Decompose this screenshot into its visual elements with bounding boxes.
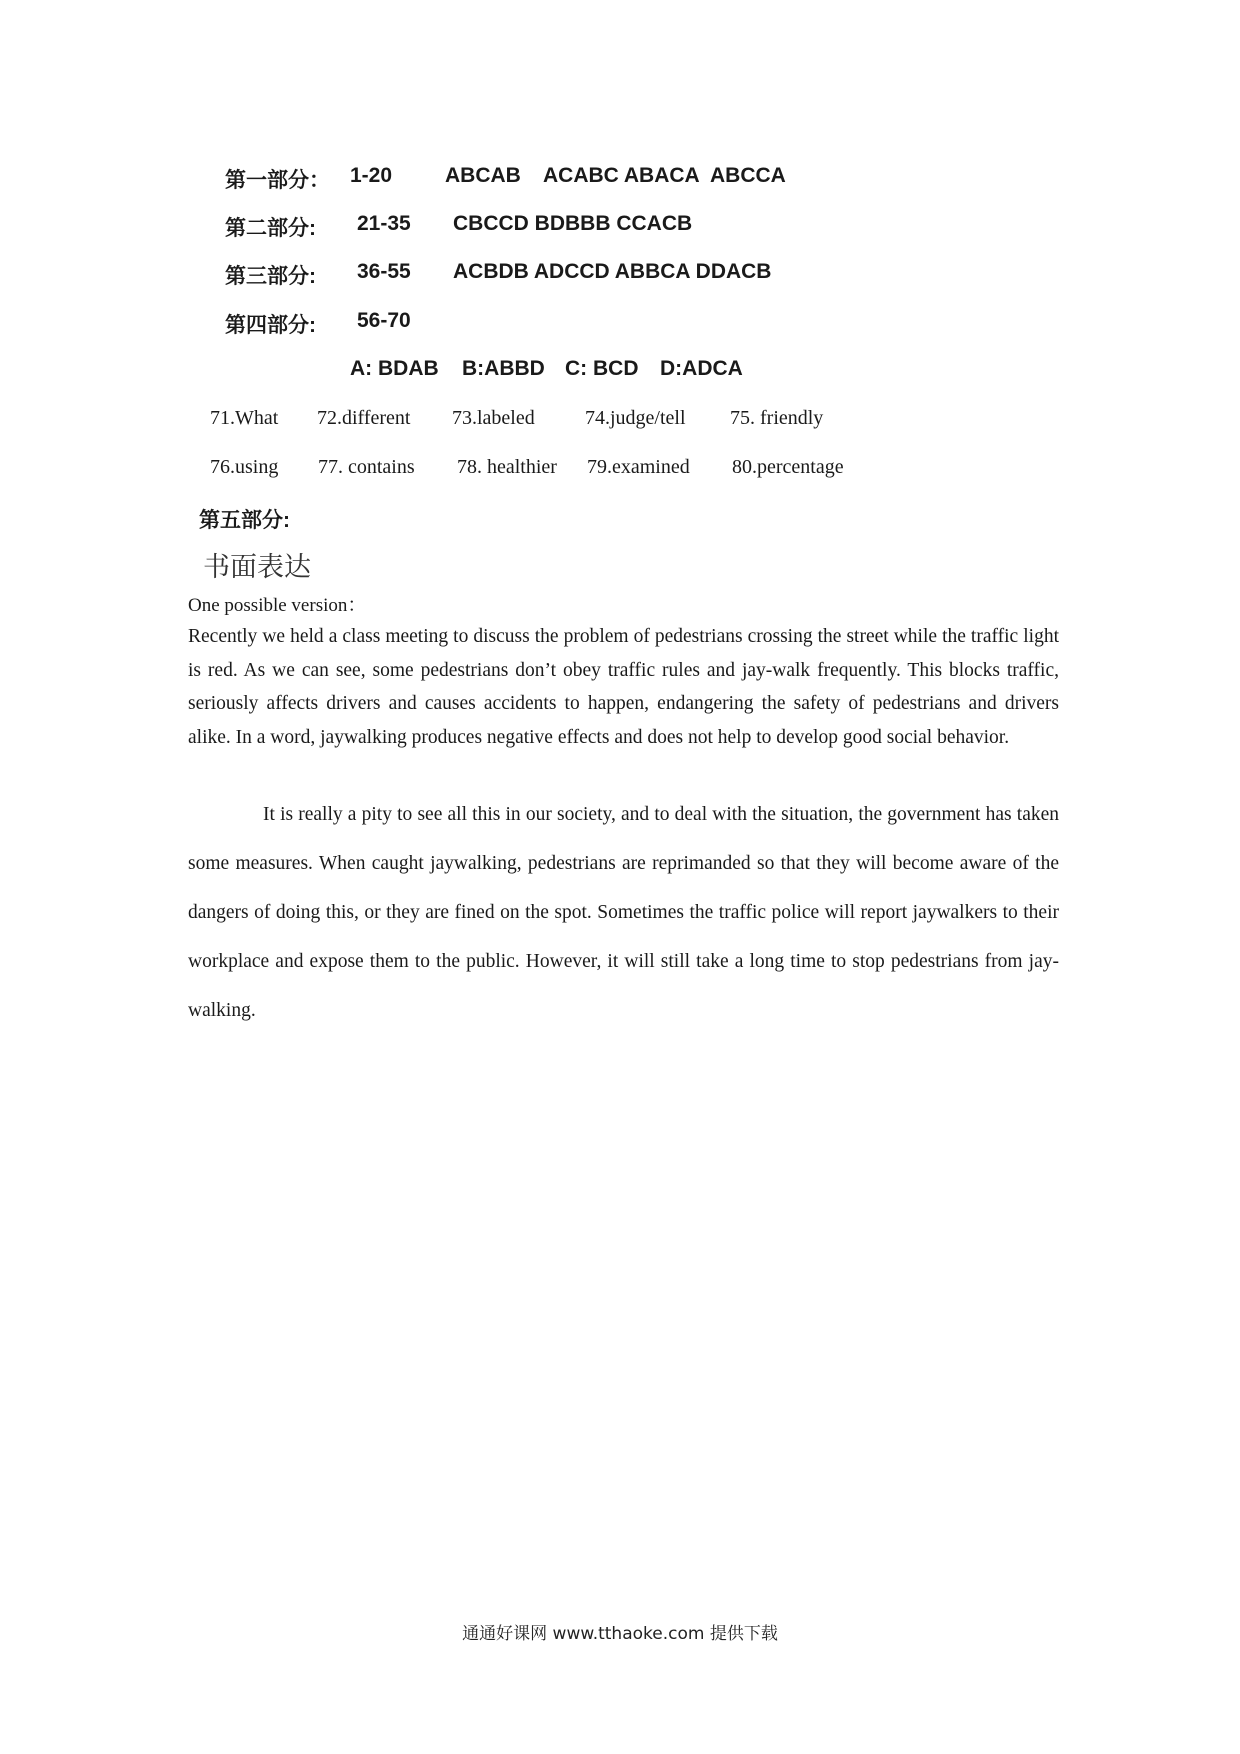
part4-label: 第四部分:: [225, 314, 316, 337]
word-75: 75. friendly: [730, 407, 824, 429]
part1-row: [225, 164, 825, 192]
part4-sub-b: B:ABBD: [462, 357, 545, 380]
word-77: 77. contains: [318, 456, 415, 478]
words-row-2: [210, 456, 910, 482]
part4-row: [225, 309, 825, 337]
version-label: One possible version：: [188, 595, 367, 616]
part3-label: 第三部分:: [225, 265, 316, 288]
part2-range: 21-35: [357, 212, 411, 235]
part4-sub-c: C: BCD: [565, 357, 639, 380]
word-78: 78. healthier: [457, 456, 557, 478]
part1-group-3: ABCCA: [710, 164, 786, 187]
word-73: 73.labeled: [452, 407, 535, 429]
essay-paragraph-1: Recently we held a class meeting to discuss the problem of pedestrians crossing the street while the traffic light is red. As we can see, some pedestrians don’t obey traffic rules and jay-walk frequently. This blocks traffic, seriously affects drivers and causes accidents to happen, endangering the safety of pedestrians and drivers alike. In a word, jaywalking produces negative effects and does not help to develop good social behavior.: [188, 626, 1059, 748]
part2-label: 第二部分:: [225, 217, 316, 240]
part5-label: 第五部分:: [199, 509, 290, 532]
word-79: 79.examined: [587, 456, 690, 478]
part2-answers: CBCCD BDBBB CCACB: [453, 212, 693, 235]
word-80: 80.percentage: [732, 456, 844, 478]
part1-group-1: ABCAB: [445, 164, 521, 187]
part1-range: 1-20: [350, 164, 393, 187]
writing-title: 书面表达: [203, 552, 311, 583]
word-76: 76.using: [210, 456, 279, 478]
essay-paragraph-2: It is really a pity to see all this in our society, and to deal with the situation, the government has taken some measures. When caught jaywalking, pedestrians are reprimanded so that they will become aware of the dangers of doing this, or they are fined on the spot. Sometimes the traffic police will report jaywalkers to their workplace and expose them to the public. However, it will still take a long time to stop pedestrians from jay-walking.: [188, 804, 1059, 1021]
word-74: 74.judge/tell: [585, 407, 686, 429]
part1-group-2: ACABC ABACA: [543, 164, 700, 187]
part4-subrow: [350, 357, 800, 385]
footer-source: 通通好课网 www.tthaoke.com 提供下载: [462, 1624, 778, 1644]
word-71: 71.What: [210, 407, 279, 429]
words-row-1: [210, 407, 910, 433]
part3-row: [225, 260, 825, 288]
part4-sub-a: A: BDAB: [350, 357, 439, 380]
part3-range: 36-55: [357, 260, 411, 283]
part4-range: 56-70: [357, 309, 411, 332]
part4-sub-d: D:ADCA: [660, 357, 743, 380]
part2-row: [225, 212, 825, 240]
part1-label: 第一部分：: [225, 169, 330, 192]
word-72: 72.different: [317, 407, 411, 429]
part3-answers: ACBDB ADCCD ABBCA DDACB: [453, 260, 772, 283]
